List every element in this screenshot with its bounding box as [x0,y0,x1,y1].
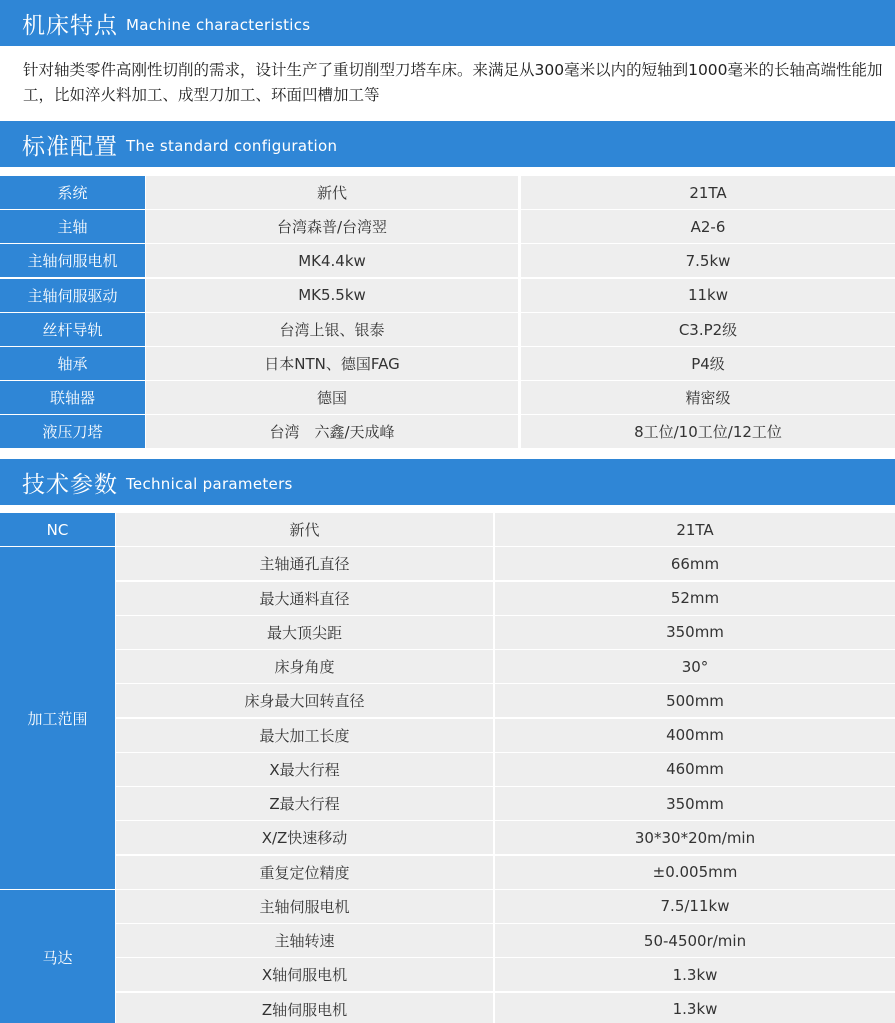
table-row [0,176,895,210]
table-row [0,958,895,992]
group-label: 加工范围 [0,547,115,889]
table-row [0,821,895,855]
param-value: 66mm [495,547,895,580]
row-value-b: P4级 [521,347,895,380]
row-label: 液压刀塔 [0,415,145,448]
table-row [0,684,895,718]
param-name: X轴伺服电机 [116,958,493,991]
row-value-b: 8工位/10工位/12工位 [521,415,895,448]
row-value-a: 德国 [146,381,518,414]
table-row [0,582,895,616]
table-row-nc [0,513,895,547]
table-row [0,924,895,958]
param-value: 7.5/11kw [495,890,895,923]
table-row [0,650,895,684]
row-label: 轴承 [0,347,145,380]
row-label: 主轴 [0,210,145,243]
table-row [0,347,895,381]
row-value-a: MK5.5kw [146,279,518,312]
table-row [0,616,895,650]
group-label: 马达 [0,890,115,1023]
table-row [0,415,895,449]
technical-params-title-zh: 技术参数 [22,471,118,498]
table-row [0,890,895,924]
table-row [0,787,895,821]
row-value-b: C3.P2级 [521,313,895,346]
param-name: X/Z快速移动 [116,821,493,854]
param-name: Z轴伺服电机 [116,993,493,1023]
row-value-a: 日本NTN、德国FAG [146,347,518,380]
table-row [0,719,895,753]
row-value-b: 21TA [521,176,895,209]
row-value-a: 台湾森普/台湾翌 [146,210,518,243]
row-value-b: 精密级 [521,381,895,414]
characteristics-header [0,0,895,46]
characteristics-text: 针对轴类零件高刚性切削的需求，设计生产了重切削型刀塔车床。来满足从300毫米以内的短轴到1000毫米的长轴高端性能加工，比如淬火料加工、成型刀加工、环面凹槽加工等 [23,61,883,104]
table-row [0,244,895,278]
row-label: 丝杆导轨 [0,313,145,346]
row-value-a: 新代 [146,176,518,209]
param-name: 最大顶尖距 [116,616,493,649]
row-label: 主轴伺服电机 [0,244,145,277]
param-value: 50-4500r/min [495,924,895,957]
table-row [0,753,895,787]
standard-config-header [0,121,895,167]
row-value-b: 7.5kw [521,244,895,277]
characteristics-title-en: Machine characteristics [126,16,311,34]
table-row [0,993,895,1023]
param-name: 最大通料直径 [116,582,493,615]
param-name: X最大行程 [116,753,493,786]
param-name: 主轴通孔直径 [116,547,493,580]
standard-config-title-en: The standard configuration [126,137,338,155]
param-value: 30*30*20m/min [495,821,895,854]
table-row [0,547,895,581]
characteristics-title-zh: 机床特点 [22,12,118,39]
nc-label: NC [0,513,115,546]
param-value: 350mm [495,616,895,649]
table-row [0,313,895,347]
row-value-b: 11kw [521,279,895,312]
param-value: ±0.005mm [495,856,895,889]
row-label: 联轴器 [0,381,145,414]
technical-params-header [0,459,895,505]
param-name: 重复定位精度 [116,856,493,889]
param-name: Z最大行程 [116,787,493,820]
param-value: 30° [495,650,895,683]
param-value: 460mm [495,753,895,786]
nc-value-a: 新代 [116,513,493,546]
param-value: 350mm [495,787,895,820]
param-name: 主轴转速 [116,924,493,957]
table-row [0,381,895,415]
param-value: 1.3kw [495,993,895,1023]
param-name: 床身最大回转直径 [116,684,493,717]
param-name: 床身角度 [116,650,493,683]
nc-value-b: 21TA [495,513,895,546]
param-name: 主轴伺服电机 [116,890,493,923]
row-value-a: 台湾上银、银泰 [146,313,518,346]
param-value: 500mm [495,684,895,717]
table-row [0,210,895,244]
row-value-a: 台湾 六鑫/天成峰 [146,415,518,448]
standard-config-title-zh: 标准配置 [22,133,118,160]
table-row [0,279,895,313]
row-label: 系统 [0,176,145,209]
param-name: 最大加工长度 [116,719,493,752]
row-value-a: MK4.4kw [146,244,518,277]
technical-params-title-en: Technical parameters [126,475,293,493]
param-value: 400mm [495,719,895,752]
param-value: 1.3kw [495,958,895,991]
row-value-b: A2-6 [521,210,895,243]
param-value: 52mm [495,582,895,615]
table-row [0,856,895,890]
row-label: 主轴伺服驱动 [0,279,145,312]
